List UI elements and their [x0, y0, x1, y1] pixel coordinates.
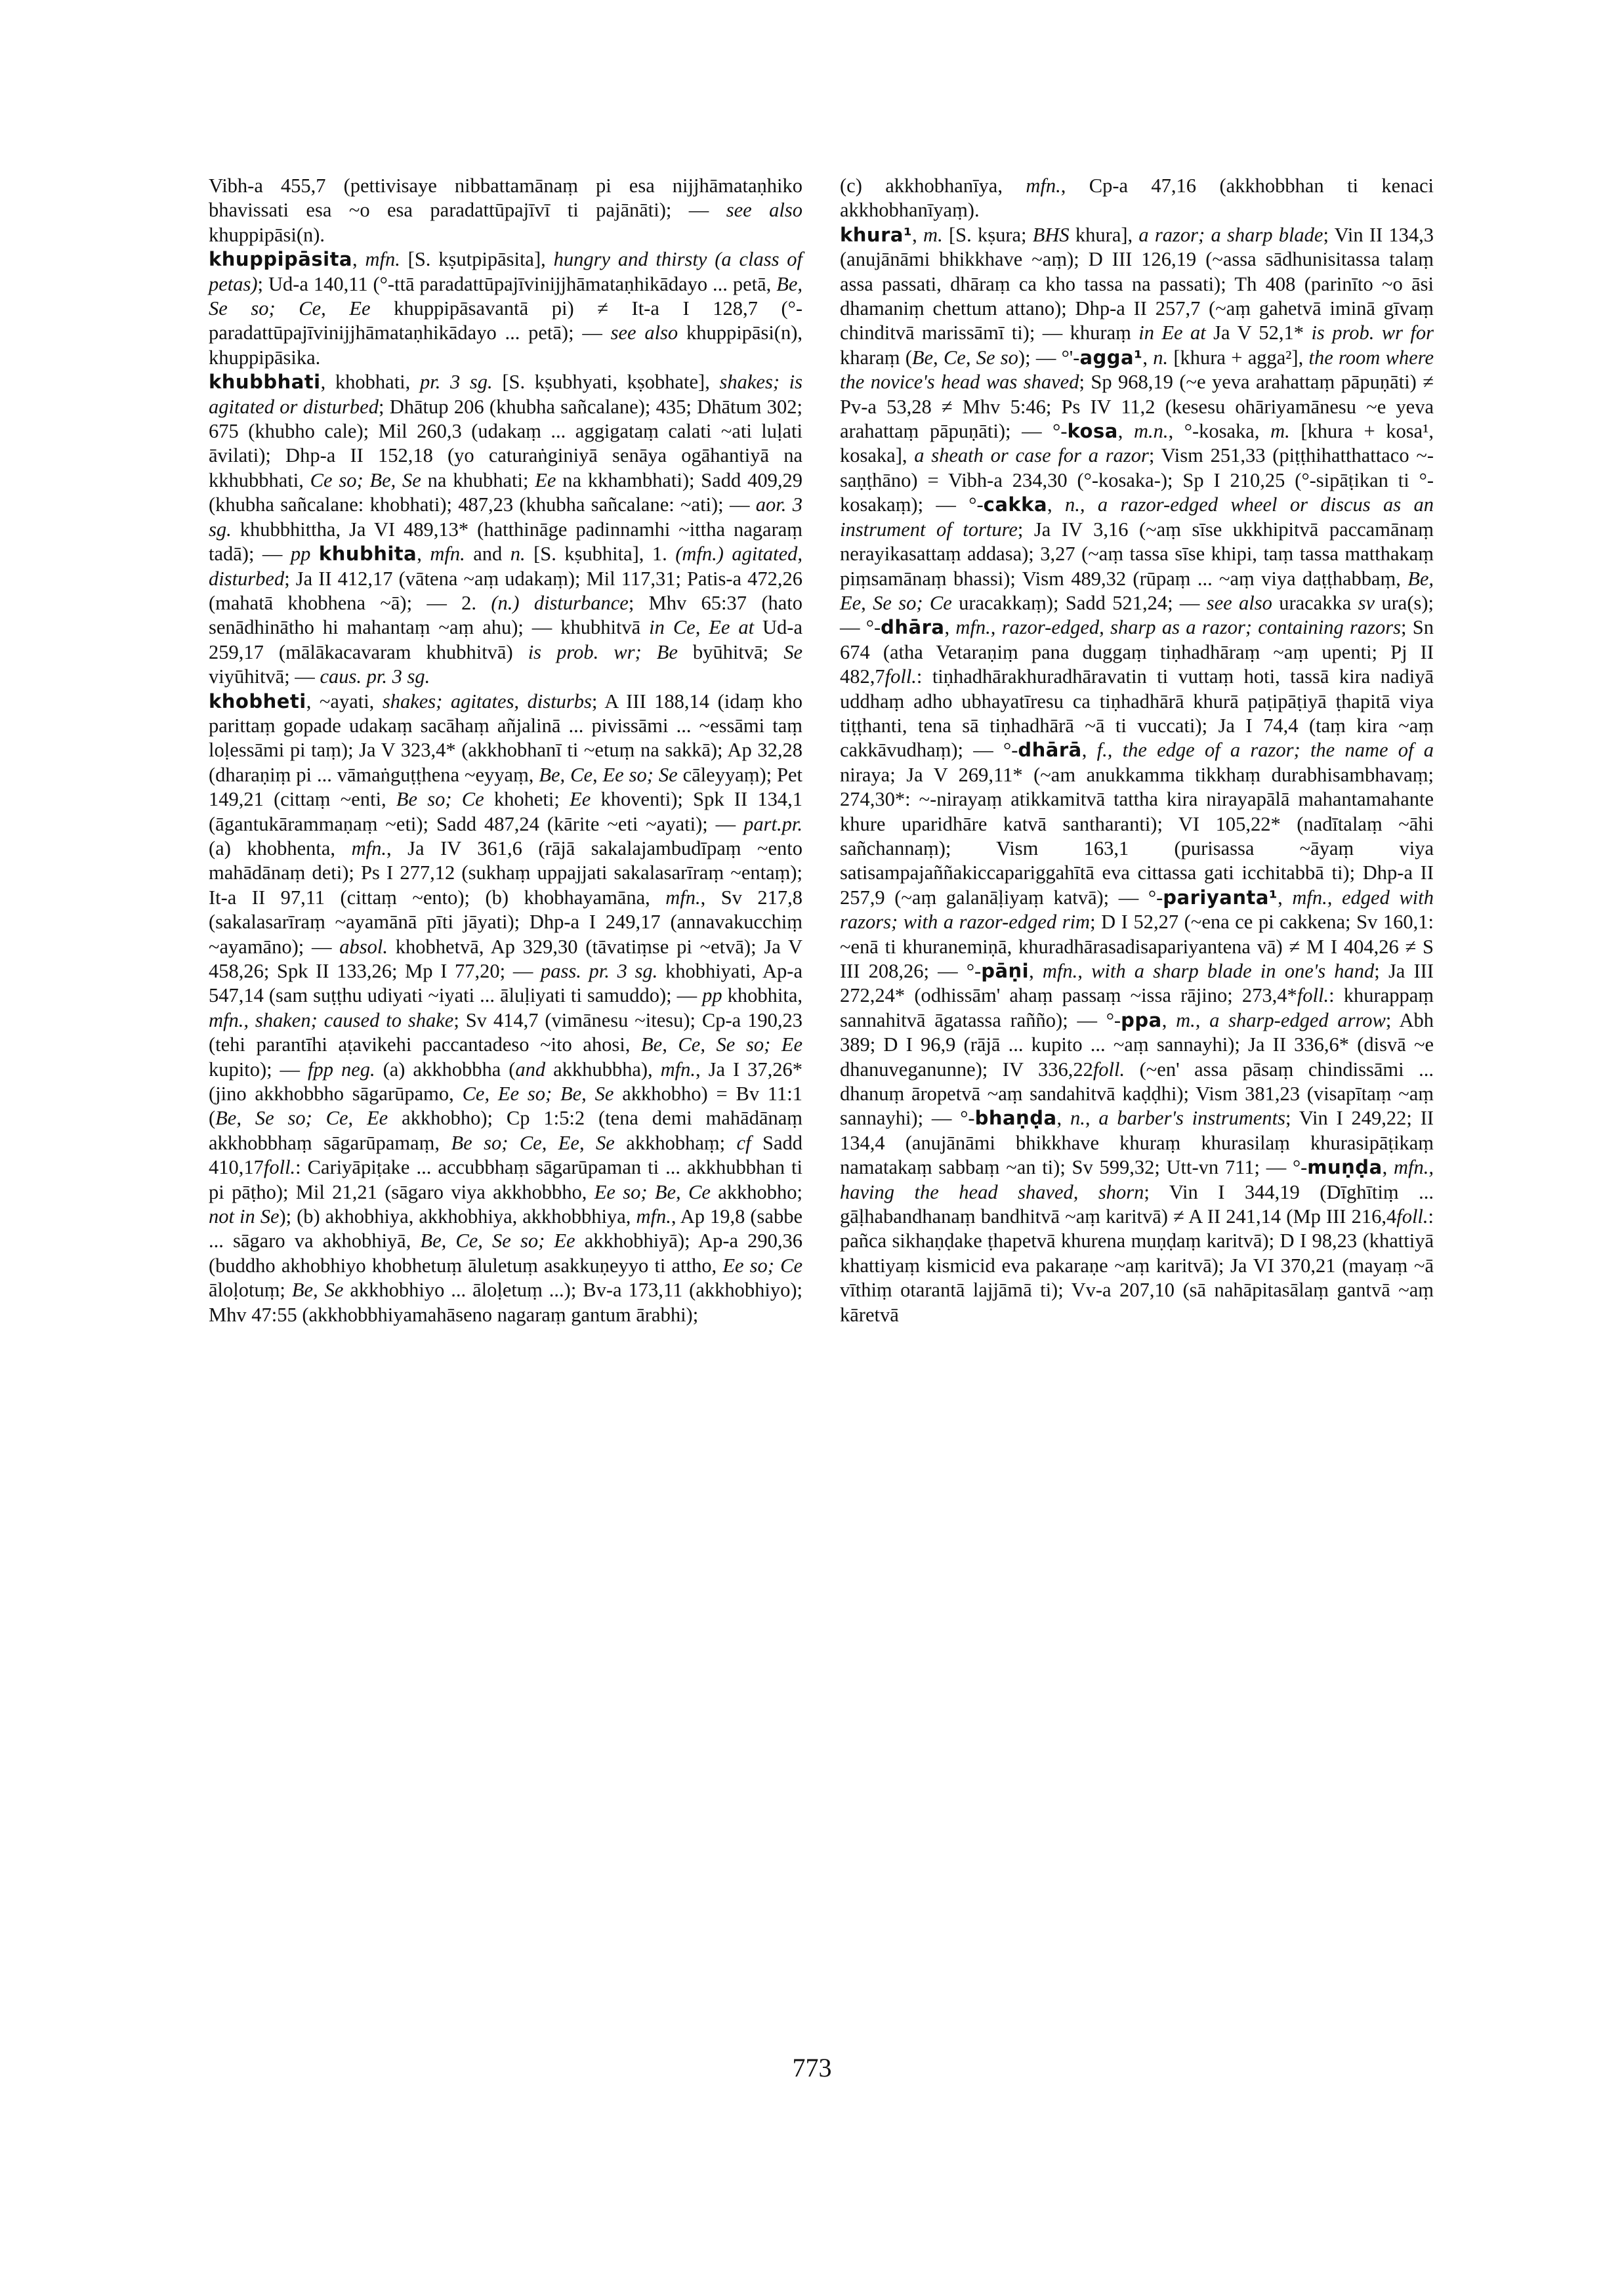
headword: pariyanta¹ [1163, 886, 1278, 909]
entry-text: khura], [1069, 223, 1139, 246]
entry-text: ); (b) akhobhiya, akkhobhiya, akkhobbhiya, [279, 1205, 636, 1228]
italic-text: Be, Se [291, 1279, 344, 1302]
entry-text: khoventi); Spk II 134,1 (āgantukārammaṇaṃ ~eti); Sadd 487,24 (kārite ~eti ~ayati); — [209, 788, 802, 835]
italic-text: Ce, Ee so; Be, Se [462, 1083, 614, 1106]
italic-text: absol. [339, 935, 388, 958]
entry-text: uracakkaṃ); Sadd 521,24; — [951, 591, 1207, 614]
entry-text: khuppipāsi(n), khuppipāsika. [209, 321, 802, 369]
entry-text: ; Dhātup 206 (khubha sañcalane); 435; Dhātum 302; 675 (khubho cale); Mil 260,3 (udakaṃ ... aggigataṃ calati ~ati luḷati āvilati); Dhp-a II 152,18 (yo caturaṅginiyā senāya ogāhantiyā na kkhubbhati, [209, 395, 803, 491]
entry-text: ura(s); — °- [840, 591, 1434, 639]
entry-text: [khura + kosa¹, kosaka], [840, 420, 1434, 467]
italic-text: (n.) disturbance [491, 591, 629, 614]
italic-text: Be, Se so; Ce, Ee [209, 272, 802, 320]
entry-paragraph [840, 223, 1434, 1327]
headword: khubbhati [209, 371, 321, 394]
entry-text: khoheti; [484, 788, 570, 811]
entry-paragraph [209, 370, 802, 689]
entry-text: ; Vism 251,33 (piṭṭhihatthattaco ~-saṇṭhāno) = Vibh-a 234,30 (°-kosaka-); Sp I 210,25 (°-sipāṭikan ti °-kosakaṃ); — °- [840, 444, 1434, 516]
italic-text: mfn. [636, 1205, 671, 1228]
entry-text: khobhita, [722, 984, 802, 1007]
italic-text: not in Se [209, 1205, 280, 1228]
italic-text: shakes; is agitated or disturbed [209, 371, 802, 418]
italic-text: mfn. [351, 837, 386, 859]
entry-text: , [912, 223, 924, 246]
entry-text: , [1056, 1107, 1070, 1130]
entry-text [310, 543, 318, 565]
italic-text: sv [1358, 591, 1375, 614]
entry-text: Sadd 410,17 [209, 1131, 803, 1179]
entry-text: akkhobhiyā); Ap-a 290,36 (buddho akhobhiyo khobhetuṃ āluletuṃ asakkuṇeyyo ti attho, [209, 1230, 803, 1277]
italic-text: mfn., with a sharp blade in one's hand [1042, 960, 1375, 982]
entry-text: ; Ud-a 140,11 (°-ttā paradattūpajīvinijjhāmataṇhikādayo ... petā, [257, 272, 777, 295]
italic-text: part.pr. [743, 812, 802, 835]
entry-text: : pañca sikhaṇḍake ṭhapetvā khurena muṇḍaṃ karitvā); D I 98,23 (khattiyā khattiyaṃ kismicid eva pakaraṇe ~aṃ karitvā); Ja VI 370,21 (mayaṃ ~ā vīthiṃ otarantā lajjāmā ti); Vv-a 207,10 (sā nahāpitasālaṃ gantvā ~aṃ kāretvā [840, 1205, 1434, 1326]
entry-text: byūhitvā; [677, 640, 784, 663]
italic-text: mfn., shaken; caused to shake [209, 1008, 454, 1031]
entry-text: akkhubbha), [545, 1058, 661, 1081]
italic-text: n., a razor-edged wheel or discus as an instrument of torture [840, 493, 1434, 541]
italic-text: see also [726, 199, 802, 222]
entry-text: and [465, 543, 510, 566]
entry-text: , ~ayati, [306, 690, 383, 713]
entry-text: , khobhati, [320, 371, 420, 394]
entry-text: kupito); — [209, 1058, 308, 1081]
headword: khubhita [318, 543, 417, 566]
entry-text: , [1382, 1156, 1394, 1179]
entry-text: na kkhambhati); Sadd 409,29 (khubha sañcalane: khobhati); 487,23 (khubha sañcalane: ~ati); — [209, 468, 802, 516]
italic-text: in Ce, Ee at [649, 616, 755, 639]
italic-text: Be, Ce, Se so [911, 346, 1018, 369]
italic-text: is prob. wr for [1311, 321, 1434, 344]
italic-text: Ee [570, 788, 591, 811]
headword: kosa [1067, 420, 1118, 443]
entry-text: Vibh-a 455,7 (pettivisaye nibbattamānaṃ pi esa nijjhāmataṇhiko bhavissati esa ~o esa paradattūpajīvī ti pajānāti); — [209, 175, 802, 222]
entry-text: Ja V 52,1* [1205, 321, 1312, 344]
entry-text: , Cp-a 47,16 (akkhobbhan ti kenaci akkhobhanīyaṃ). [840, 175, 1434, 222]
italic-text: Be so; Ce [396, 788, 484, 811]
entry-text: : khurappaṃ sannahitvā āgatassa rañño); — °- [840, 984, 1434, 1031]
italic-text: cf [736, 1131, 751, 1154]
entry-text: : tiṇhadhārakhuradhāravatin ti vuttaṃ hoti, tassā kira nadiyā uddhaṃ adho ubhayatīresu ca tiṇhadhārā khurā paṭipāṭiyā ṭhapitā viya tiṭṭhanti, tena sā tiṇhadhārā ~ā ti vuccati); Ja I 74,4 (taṃ kira ~aṃ cakkāvudhaṃ); — °- [840, 665, 1434, 762]
entry-text: ; D I 52,27 (~ena ce pi cakkena; Sv 160,1: ~enā ti khuranemiṇā, khuradhārasadisapariyantena vā) ≠ M I 404,26 ≠ S III 208,26; — °- [840, 911, 1434, 982]
headword: bhaṇḍa [974, 1107, 1057, 1130]
italic-text: caus. pr. 3 sg. [320, 665, 430, 688]
entry-text: ; Vin I 344,19 (Dīghītiṃ ... gāḷhabandhanaṃ bandhitvā ~aṃ karitvā) ≠ A II 241,14 (Mp III 216,4 [840, 1180, 1434, 1228]
italic-text: m. [1270, 420, 1290, 443]
entry-text: ; Vin I 249,22; II 134,4 (anujānāmi bhikkhave khuraṃ khurasilaṃ khurasipāṭikaṃ namatakaṃ sabbaṃ ~an ti); Sv 599,32; Utt-vn 711; — °- [840, 1107, 1434, 1179]
italic-text: foll. [1297, 984, 1329, 1007]
italic-text: and [515, 1058, 546, 1081]
entry-text: (a) khobhenta, [209, 837, 352, 859]
italic-text: Be, Ce, Se so; Ee [420, 1230, 575, 1252]
entry-text: (a) akkhobbha ( [375, 1058, 516, 1081]
italic-text: n. [1153, 346, 1169, 369]
entry-text: akkhobhiyo ... āloḷetuṃ ...); Bv-a 173,11 (akkhobhiyo); Mhv 47:55 (akkhobbhiyamahāseno nagaraṃ gantum ārabhi); [209, 1279, 802, 1326]
entry-text: āloḷotuṃ; [209, 1279, 292, 1302]
headword: muṇḍa [1307, 1156, 1383, 1179]
entry-text: ; Ja III 272,24* (odhissām' ahaṃ passaṃ ~issa rājino; 273,4* [840, 960, 1434, 1007]
italic-text: Ee [535, 468, 556, 491]
italic-text: pr. 3 sg. [419, 371, 493, 394]
entry-text: , Ja I 37,26* (jino akkhobbho sāgarūpamo, [209, 1058, 802, 1106]
headword: agga¹ [1079, 346, 1143, 369]
entry-text: viyūhitvā; — [209, 665, 320, 688]
italic-text: hungry and thirsty (a class of petas) [209, 248, 802, 295]
entry-text: : Cariyāpiṭake ... accubbhaṃ sāgarūpaman ti ... akkhubbhan ti pi pāṭho); Mil 21,21 (sāgaro viya akkhobbho, [209, 1156, 802, 1203]
italic-text: mfn. [365, 248, 400, 271]
entry-text: akkhobho; [710, 1180, 802, 1203]
italic-text: foll. [263, 1156, 296, 1179]
italic-text: pass. pr. 3 sg. [541, 960, 658, 982]
entry-text: akkhobhaṃ; [614, 1131, 737, 1154]
left-column [209, 174, 802, 1327]
entry-text: , °-kosaka, [1168, 420, 1271, 443]
entry-paragraph [209, 690, 802, 1328]
entry-text: , [1117, 420, 1135, 443]
italic-text: Be so; Ce, Ee, Se [451, 1131, 615, 1154]
right-column [840, 174, 1434, 1327]
page-number: 773 [792, 2053, 832, 2082]
italic-text: Be, Se so; Ce, Ee [215, 1107, 388, 1130]
entry-text: , [1161, 1008, 1176, 1031]
entry-text: ; Abh 389; D I 96,9 (rājā ... kupito ... ~aṃ sannayhi); Ja II 336,6* (disvā ~e dhanuveganunne); IV 336,22 [840, 1008, 1434, 1081]
entry-text: niraya; Ja V 269,11* (~am anukkamma tikkhaṃ durabhisambhavaṃ; 274,30*: ~-nirayaṃ atikkamitvā tattha kira nirayapālā mahantamahante khure uparidhāre katvā santharanti); VI 105,22* (nadītalaṃ ~āhi sañchannaṃ); Vism 163,1 (purisassa ~āyaṃ viya satisampajaññakiccapariggahītā eva cittassa gati icchitabbā ti); Dhp-a II 257,9 (~aṃ galanāḷiyaṃ katvā); — °- [840, 763, 1434, 909]
entry-text: [S. kṣutpipāsita], [400, 248, 554, 271]
headword: khobheti [209, 690, 306, 713]
headword: dhārā [1018, 739, 1082, 762]
italic-text: Ce so; Be, Se [310, 468, 421, 491]
headword: dhāra [881, 616, 945, 639]
italic-text: mfn., razor-edged, sharp as a razor; containing razors [955, 616, 1402, 639]
entry-text: [khura + agga²], [1168, 346, 1309, 369]
entry-text: khuppipāsi(n). [209, 223, 325, 246]
headword: cakka [983, 493, 1048, 516]
italic-text: the room where the novice's head was shaved [840, 346, 1434, 394]
italic-text: pp [702, 984, 722, 1007]
entry-text: [S. kṣura; [942, 223, 1033, 246]
italic-text: m.n. [1134, 420, 1169, 443]
italic-text: mfn., edged with razors; with a razor-edged rim [840, 886, 1434, 934]
italic-text: Se [783, 640, 802, 663]
entry-text: ); — °'- [1018, 346, 1080, 369]
entry-text: , [1278, 886, 1293, 909]
italic-text: a razor; a sharp blade [1138, 223, 1323, 246]
entry-paragraph [209, 174, 802, 247]
italic-text: aor. 3 sg. [209, 493, 802, 541]
entry-text: ; A III 188,14 (idaṃ kho parittaṃ gopade udakaṃ sacāhaṃ añjalinā ... pivissāmi ... ~essāmi taṃ loḷessāmi pi taṃ); Ja V 323,4* (akkhobhanī ti ~etuṃ na sakkā); Ap 32,28 (dharaṇiṃ pi ... vāmaṅguṭṭhena ~eyyaṃ, [209, 690, 803, 786]
entry-text: ; Sv 414,7 (vimānesu ~itesu); Cp-a 190,23 (tehi parantīhi aṭavikehi paccantadeso ~ito ahosi, [209, 1008, 802, 1056]
italic-text: mfn., having the head shaved, shorn [840, 1156, 1434, 1203]
entry-text: , [944, 616, 956, 639]
entry-paragraph [209, 247, 802, 370]
italic-text: see also [610, 321, 678, 344]
italic-text: n. [510, 543, 526, 566]
italic-text: n., a barber's instruments [1070, 1107, 1286, 1130]
italic-text: mfn. [430, 543, 465, 566]
italic-text: shakes; agitates, disturbs [382, 690, 592, 713]
headword: khuppipāsita [209, 248, 352, 271]
entry-text: , Sv 217,8 (sakalasarīraṃ ~ayamānā pīti jāyati); Dhp-a I 249,17 (annavakucchiṃ ~ayamāno); — [209, 886, 803, 958]
entry-text: uracakka [1272, 591, 1358, 614]
italic-text: foll. [1396, 1205, 1428, 1228]
entry-text: cāleyyaṃ); Pet 149,21 (cittaṃ ~enti, [209, 763, 803, 811]
entry-text: , [1142, 346, 1154, 369]
entry-text: , [1029, 960, 1043, 982]
entry-text: , [1081, 739, 1097, 762]
entry-text: (c) akkhobhanīya, [840, 175, 1026, 197]
entry-text: khuppipāsavantā pi) ≠ It-a I 128,7 (°-paradattūpajīvinijjhāmataṇhikādayo ... petā); — [209, 297, 802, 344]
italic-text: foll. [1093, 1058, 1125, 1081]
italic-text: m. [923, 223, 943, 246]
italic-text: fpp neg. [308, 1058, 375, 1081]
entry-text: ; Mhv 65:37 (hato senādhinātho hi mahantaṃ ~aṃ ahu); — khubhitvā [209, 591, 802, 639]
italic-text: foll. [885, 665, 917, 688]
italic-text: pp [290, 543, 311, 566]
entry-text: [S. kṣubhyati, kṣobhate], [492, 371, 720, 394]
entry-text: [S. kṣubhita], 1. [525, 543, 676, 566]
entry-text: ; Sn 674 (atha Vetaraṇiṃ pana duggaṃ tiṇhadhāraṃ ~aṃ upenti; Pj II 482,7 [840, 616, 1434, 688]
italic-text: a sheath or case for a razor [914, 444, 1149, 467]
entry-text: ; Sp 968,19 (~e yeva arahattaṃ pāpuṇāti) ≠ Pv-a 53,28 ≠ Mhv 5:46; Ps IV 11,2 (kesesu ohāriyamānesu ~e yeva arahattaṃ pāpuṇāti); — °- [840, 371, 1434, 443]
italic-text: Ee so; Ce [722, 1254, 803, 1277]
headword: pāṇi [981, 960, 1030, 982]
italic-text: Be, Ee, Se so; Ce [840, 567, 1434, 614]
entry-text: Ud-a 259,17 (mālākacavaram khubhitvā) [209, 616, 802, 663]
entry-paragraph [840, 174, 1434, 223]
italic-text: Be, Ce, Ee so; Se [539, 763, 678, 786]
entry-text: , Ap 19,8 (sabbe ... sāgaro va akhobhiyā, [209, 1205, 802, 1252]
italic-text: m., a sharp-edged arrow [1176, 1008, 1386, 1031]
entry-text: ; Ja II 412,17 (vātena ~aṃ udakaṃ); Mil 117,31; Patis-a 472,26 (mahatā khobhena ~ā); — 2. [209, 567, 802, 614]
entry-text: na khubhati; [421, 468, 535, 491]
italic-text: f., the edge of a razor; the name of a [1096, 739, 1434, 762]
entry-text: ; Ja IV 3,16 (~aṃ sīse ukkhipitvā paccamānaṃ nerayikasattaṃ addasa); 3,27 (~aṃ tassa sīse khipi, taṃ tassa matthakaṃ piṃsamānaṃ bhassi); Vism 489,32 (rūpaṃ ... ~aṃ viya daṭṭhabbaṃ, [840, 518, 1434, 590]
entry-text: khobhiyati, Ap-a 547,14 (sam suṭṭhu udiyati ~iyati ... āluḷiyati ti samuddo); — [209, 960, 802, 1007]
italic-text: mfn. [660, 1058, 696, 1081]
headword: khura¹ [840, 223, 913, 246]
entry-text: ; Vin II 134,3 (anujānāmi bhikkhave ~aṃ); D III 126,19 (~assa sādhunisitassa talaṃ assa passati, dhāraṃ ca kho tassa na passati); Th 408 (parinīto ~o āsi dhamaniṃ chettum attano); Dhp-a II 257,7 (~aṃ gahetvā iminā gīvaṃ chinditvā marissāmī ti); — khuraṃ [840, 223, 1434, 344]
italic-text: mfn. [665, 886, 701, 909]
entry-text: khubbhittha, Ja VI 489,13* (hatthināge padinnamhi ~ittha nagaraṃ tadā); — [209, 518, 802, 566]
italic-text: see also [1206, 591, 1272, 614]
headword: ppa [1121, 1008, 1162, 1031]
italic-text: (mfn.) agitated, disturbed [209, 543, 803, 590]
entry-text: akkhobho); Cp 1:5:2 (tena demi mahādānaṃ akkhobbhaṃ sāgarūpamaṃ, [209, 1107, 803, 1154]
italic-text: mfn. [1026, 175, 1061, 197]
entry-text: akkhobho) = Bv 11:1 ( [209, 1083, 803, 1130]
italic-text: in Ee at [1138, 321, 1206, 344]
entry-text: , [417, 543, 430, 566]
italic-text: is prob. wr; Be [528, 640, 678, 663]
entry-text: kharaṃ ( [840, 346, 912, 369]
entry-text: , Ja IV 361,6 (rājā sakalajambudīpaṃ ~ento mahādānaṃ deti); Ps I 277,12 (sukhaṃ uppajjati sakalasarīraṃ ~entaṃ); It-a II 97,11 (cittaṃ ~ento); (b) khobhayamāna, [209, 837, 802, 909]
entry-text: khobhetvā, Ap 329,30 (tāvatiṃse pi ~etvā); Ja V 458,26; Spk II 133,26; Mp I 77,20; — [209, 935, 803, 982]
entry-text: , [1047, 493, 1066, 516]
italic-text: BHS [1032, 223, 1070, 246]
italic-text: Ee so; Be, Ce [594, 1180, 711, 1203]
entry-text: (~en' assa pāsaṃ chindissāmi ... dhanuṃ āropetvā ~aṃ sandahitvā kaḍḍhi); Vism 381,23 (visapītaṃ ~aṃ sannayhi); — °- [840, 1058, 1434, 1130]
entry-text: , [352, 248, 365, 271]
italic-text: Be, Ce, Se so; Ee [641, 1033, 803, 1056]
